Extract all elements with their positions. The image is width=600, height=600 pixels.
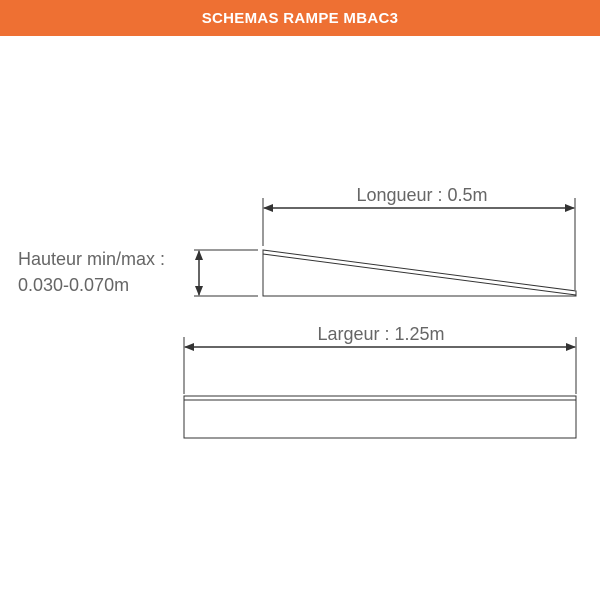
ramp-side-view [263,250,576,296]
height-label-line1: Hauteur min/max : [18,249,166,269]
height-dimension [18,249,258,296]
header-title: SCHEMAS RAMPE MBAC3 [201,9,399,27]
length-label: Longueur : 0.5m [356,185,488,205]
width-dimension [184,324,576,394]
height-label-line2: 0.030-0.070m [18,275,130,295]
ramp-front-rectangle [184,396,576,438]
ramp-top-surface-line [263,254,576,295]
ramp-front-view [184,396,576,438]
width-label: Largeur : 1.25m [317,324,445,344]
